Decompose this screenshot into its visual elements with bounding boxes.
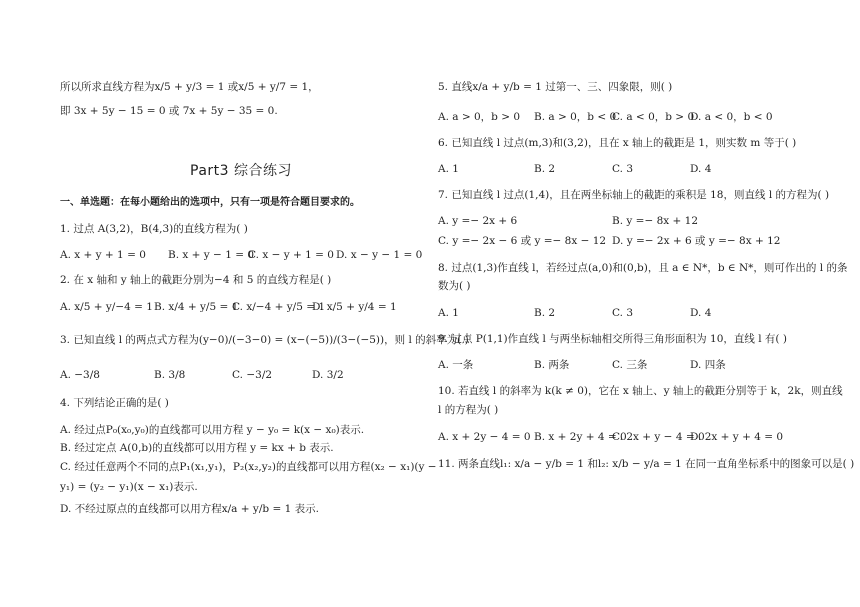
q5-option-a: A. a > 0，b > 0 [438,111,521,123]
q4-option-c-line1: C. 经过任意两个不同的点P₁(x₁,y₁)，P₂(x₂,y₂)的直线都可以用方程(x₂ − x₁)(y − [60,461,437,473]
q3-option-c: C. −3/2 [232,369,273,381]
q6-option-d: D. 4 [690,163,712,175]
q3-option-a: A. −3/8 [60,369,100,381]
q4-option-c-line2: y₁) = (y₂ − y₁)(x − x₁)表示. [60,481,198,493]
q2-text: 2. 在 x 轴和 y 轴上的截距分别为−4 和 5 的直线方程是( ) [60,274,332,286]
q9-option-c: C. 三条 [612,359,648,371]
q11-text: 11. 两条直线l₁: x/a − y/b = 1 和l₂: x/b − y/a = 1 在同一直角坐标系中的图象可以是( ) [438,458,855,470]
q5-option-b: B. a > 0，b < 0 [534,111,617,123]
q3-option-d: D. 3/2 [312,369,344,381]
q4-option-a: A. 经过点P₀(x₀,y₀)的直线都可以用方程 y − y₀ = k(x − x₀)表示. [60,424,365,436]
q8-text-cont: 数为( ) [438,280,471,292]
q7-option-b: B. y =− 8x + 12 [612,215,699,227]
q8-option-b: B. 2 [534,307,556,319]
q2-option-d: D. x/5 + y/4 = 1 [312,301,397,313]
q9-option-d: D. 四条 [690,359,726,371]
q4-option-d: D. 不经过原点的直线都可以用方程x/a + y/b = 1 表示. [60,503,319,515]
section-heading: 一、单选题：在每小题给出的选项中，只有一项是符合题目要求的。 [60,197,360,208]
q9-option-b: B. 两条 [534,359,570,371]
q10-text-cont: l 的方程为( ) [438,404,499,416]
q10-text: 10. 若直线 l 的斜率为 k(k ≠ 0)，它在 x 轴上、y 轴上的截距分别等于 k，2k，则直线 [438,385,843,397]
q7-text: 7. 已知直线 l 过点(1,4)，且在两坐标轴上的截距的乘积是 18，则直线 l 的方程为( ) [438,189,830,201]
q7-option-c: C. y =− 2x − 6 或 y =− 8x − 12 [438,235,607,247]
q10-option-c: C. 2x + y − 4 = 0 [612,431,705,443]
q7-option-d: D. y =− 2x + 6 或 y =− 8x + 12 [612,235,781,247]
q2-option-c: C. x/−4 + y/5 = 1 [232,301,326,313]
intro-line-2: 即 3x + 5y − 15 = 0 或 7x + 5y − 35 = 0. [60,105,278,117]
q5-option-c: C. a < 0，b > 0 [612,111,695,123]
q8-option-a: A. 1 [438,307,459,319]
q8-option-d: D. 4 [690,307,712,319]
q1-option-b: B. x + y − 1 = 0 [168,249,255,261]
q6-option-b: B. 2 [534,163,556,175]
q5-text: 5. 直线x/a + y/b = 1 过第一、三、四象限，则( ) [438,81,673,93]
intro-line-1: 所以所求直线方程为x/5 + y/3 = 1 或x/5 + y/7 = 1， [60,81,319,93]
q6-text: 6. 已知直线 l 过点(m,3)和(3,2)，且在 x 轴上的截距是 1，则实数 m 等于( ) [438,137,797,149]
q3-option-b: B. 3/8 [154,369,186,381]
q1-text: 1. 过点 A(3,2)，B(4,3)的直线方程为( ) [60,223,248,235]
q1-option-d: D. x − y − 1 = 0 [336,249,423,261]
q8-text: 8. 过点(1,3)作直线 l，若经过点(a,0)和(0,b)，且 a ∈ N*，b ∈ N*，则可作出的 l 的条 [438,262,848,274]
q1-option-a: A. x + y + 1 = 0 [60,249,146,261]
q9-option-a: A. 一条 [438,359,474,371]
q8-option-c: C. 3 [612,307,634,319]
q5-option-d: D. a < 0，b < 0 [690,111,773,123]
q3-text: 3. 已知直线 l 的两点式方程为(y−0)/(−3−0) = (x−(−5))/(3−(−5))，则 l 的斜率为( ) [60,334,469,346]
q10-option-a: A. x + 2y − 4 = 0 [438,431,531,443]
q4-option-b: B. 经过定点 A(0,b)的直线都可以用方程 y = kx + b 表示. [60,442,334,454]
q6-option-c: C. 3 [612,163,634,175]
part-title: Part3 综合练习 [190,163,292,179]
q2-option-b: B. x/4 + y/5 = 1 [154,301,239,313]
q7-option-a: A. y =− 2x + 6 [438,215,518,227]
q2-option-a: A. x/5 + y/−4 = 1 [60,301,153,313]
q10-option-d: D. 2x + y + 4 = 0 [690,431,784,443]
q4-text: 4. 下列结论正确的是( ) [60,397,169,409]
q6-option-a: A. 1 [438,163,459,175]
q9-text: 9. 过点 P(1,1)作直线 l 与两坐标轴相交所得三角形面积为 10，直线 l 有( ) [438,333,787,345]
q1-option-c: C. x − y + 1 = 0 [248,249,334,261]
q10-option-b: B. x + 2y + 4 = 0 [534,431,627,443]
